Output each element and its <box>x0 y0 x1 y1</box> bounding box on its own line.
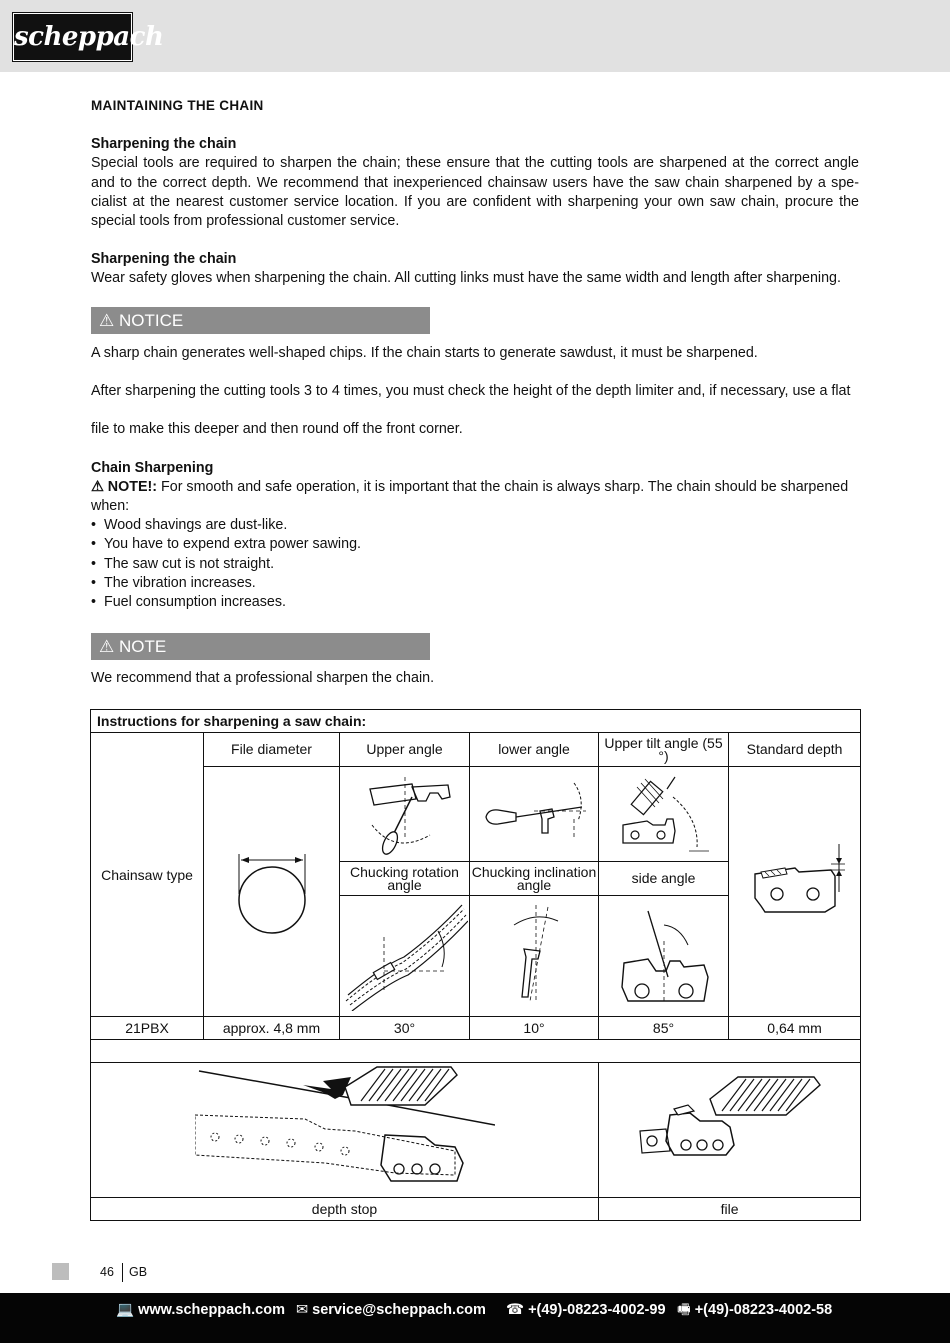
notice-text-2: After sharpening the cutting tools 3 to 4 times, you must check the height of the depth limiter and, if necessary, use a flat <box>91 383 851 400</box>
bullet-list <box>91 516 859 612</box>
depth-stop-drawing <box>91 1063 599 1198</box>
scheppach-logo: scheppach <box>13 13 132 61</box>
mail-icon: ✉ <box>296 1302 309 1318</box>
page-number: 46 <box>100 1265 114 1279</box>
file-drawing <box>599 1063 861 1198</box>
chain-sharpening-note <box>91 478 859 516</box>
chainsaw-type-label: Chainsaw type <box>91 733 204 1017</box>
footer-website[interactable] <box>116 1293 285 1327</box>
value-file-diameter: approx. 4,8 mm <box>204 1017 340 1040</box>
list-item: • You have to expend extra power sawing. <box>91 535 859 554</box>
chucking-rotation-drawing <box>340 896 470 1017</box>
page-marker <box>52 1263 69 1280</box>
website-text: www.scheppach.com <box>138 1302 285 1318</box>
header-lower-angle: lower angle <box>470 733 599 767</box>
note-content <box>91 669 859 688</box>
upper-tilt-angle-drawing <box>599 767 729 862</box>
value-upper-angle: 30° <box>340 1017 470 1040</box>
note-body: We recommend that a professional sharpen the chain. <box>91 670 435 686</box>
footer-phone[interactable] <box>506 1293 666 1327</box>
fax-icon: 🖷 <box>677 1302 691 1318</box>
header-chucking-rotation-angle: Chucking rotation angle <box>340 862 470 896</box>
sharpening-text-2: Wear safety gloves when sharpening the chain. All cutting links must have the same width and length after sharpening. <box>91 270 841 287</box>
phone-text: +(49)-08223-4002-99 <box>528 1302 666 1318</box>
header-file-diameter: File diameter <box>204 733 340 767</box>
chain-sharpening-heading: Chain Sharpening <box>91 459 214 476</box>
notice-banner: ⚠ NOTICE <box>91 307 430 334</box>
file-diameter-drawing <box>204 767 340 1017</box>
header-standard-depth: Standard depth <box>729 733 861 767</box>
header-chucking-inclination-angle: Chucking inclination angle <box>470 862 599 896</box>
main-content <box>91 96 859 289</box>
page-language: GB <box>129 1265 148 1279</box>
standard-depth-drawing <box>729 767 861 1017</box>
note-text: For smooth and safe operation, it is important that the chain is always sharp. The chain should be sharpened when: <box>91 478 849 515</box>
sharpening-heading-2: Sharpening the chain <box>91 251 237 268</box>
sharpening-heading-1: Sharpening the chain <box>91 136 237 153</box>
computer-icon: 💻 <box>116 1302 135 1318</box>
notice-text-3: file to make this deeper and then round off the front corner. <box>91 421 463 438</box>
lower-angle-drawing <box>470 767 599 862</box>
side-angle-drawing <box>599 896 729 1017</box>
value-upper-tilt-angle: 85° <box>599 1017 729 1040</box>
email-text: service@scheppach.com <box>312 1302 486 1318</box>
notice-text-1: A sharp chain generates well-shaped chips. If the chain starts to generate sawdust, it must be sharpened. <box>91 345 758 361</box>
list-item: • The saw cut is not straight. <box>91 555 859 574</box>
page-header <box>0 0 950 72</box>
note-banner: ⚠ NOTE <box>91 633 430 660</box>
sharpening-text-1: Special tools are required to sharpen the chain; these ensure that the cutting tools are sharpened at the correct angle and to the correct depth. We recommend that inexperienced chainsaw users have the saw chain sharpened by a spe-cialist at the nearest customer service location. If you are confident with sharpening your own saw chain, procure the special tools from professional customer service. <box>91 155 859 230</box>
list-item: • The vibration increases. <box>91 574 859 593</box>
header-side-angle: side angle <box>599 862 729 896</box>
value-lower-angle: 10° <box>470 1017 599 1040</box>
list-item: • Fuel consumption increases. <box>91 593 859 612</box>
section-title: MAINTAINING THE CHAIN <box>91 98 264 113</box>
upper-angle-drawing <box>340 767 470 862</box>
page-footer <box>0 1293 950 1343</box>
caption-file: file <box>599 1198 861 1221</box>
value-standard-depth: 0,64 mm <box>729 1017 861 1040</box>
phone-icon: ☎ <box>506 1302 525 1318</box>
footer-fax[interactable] <box>677 1293 832 1327</box>
header-upper-tilt-angle: Upper tilt angle (55 °) <box>599 733 729 767</box>
list-item: • Wood shavings are dust-like. <box>91 516 859 535</box>
chucking-inclination-drawing <box>470 896 599 1017</box>
value-chainsaw-type: 21PBX <box>91 1017 204 1040</box>
divider <box>122 1263 123 1282</box>
caption-depth-stop: depth stop <box>91 1198 599 1221</box>
footer-email[interactable] <box>296 1293 486 1327</box>
notice-content <box>91 344 859 612</box>
empty-row <box>91 1040 861 1063</box>
note-label: ⚠ NOTE!: <box>91 478 158 495</box>
fax-text: +(49)-08223-4002-58 <box>694 1302 833 1318</box>
table-title: Instructions for sharpening a saw chain: <box>91 710 861 733</box>
sharpening-table <box>90 709 861 1221</box>
header-upper-angle: Upper angle <box>340 733 470 767</box>
